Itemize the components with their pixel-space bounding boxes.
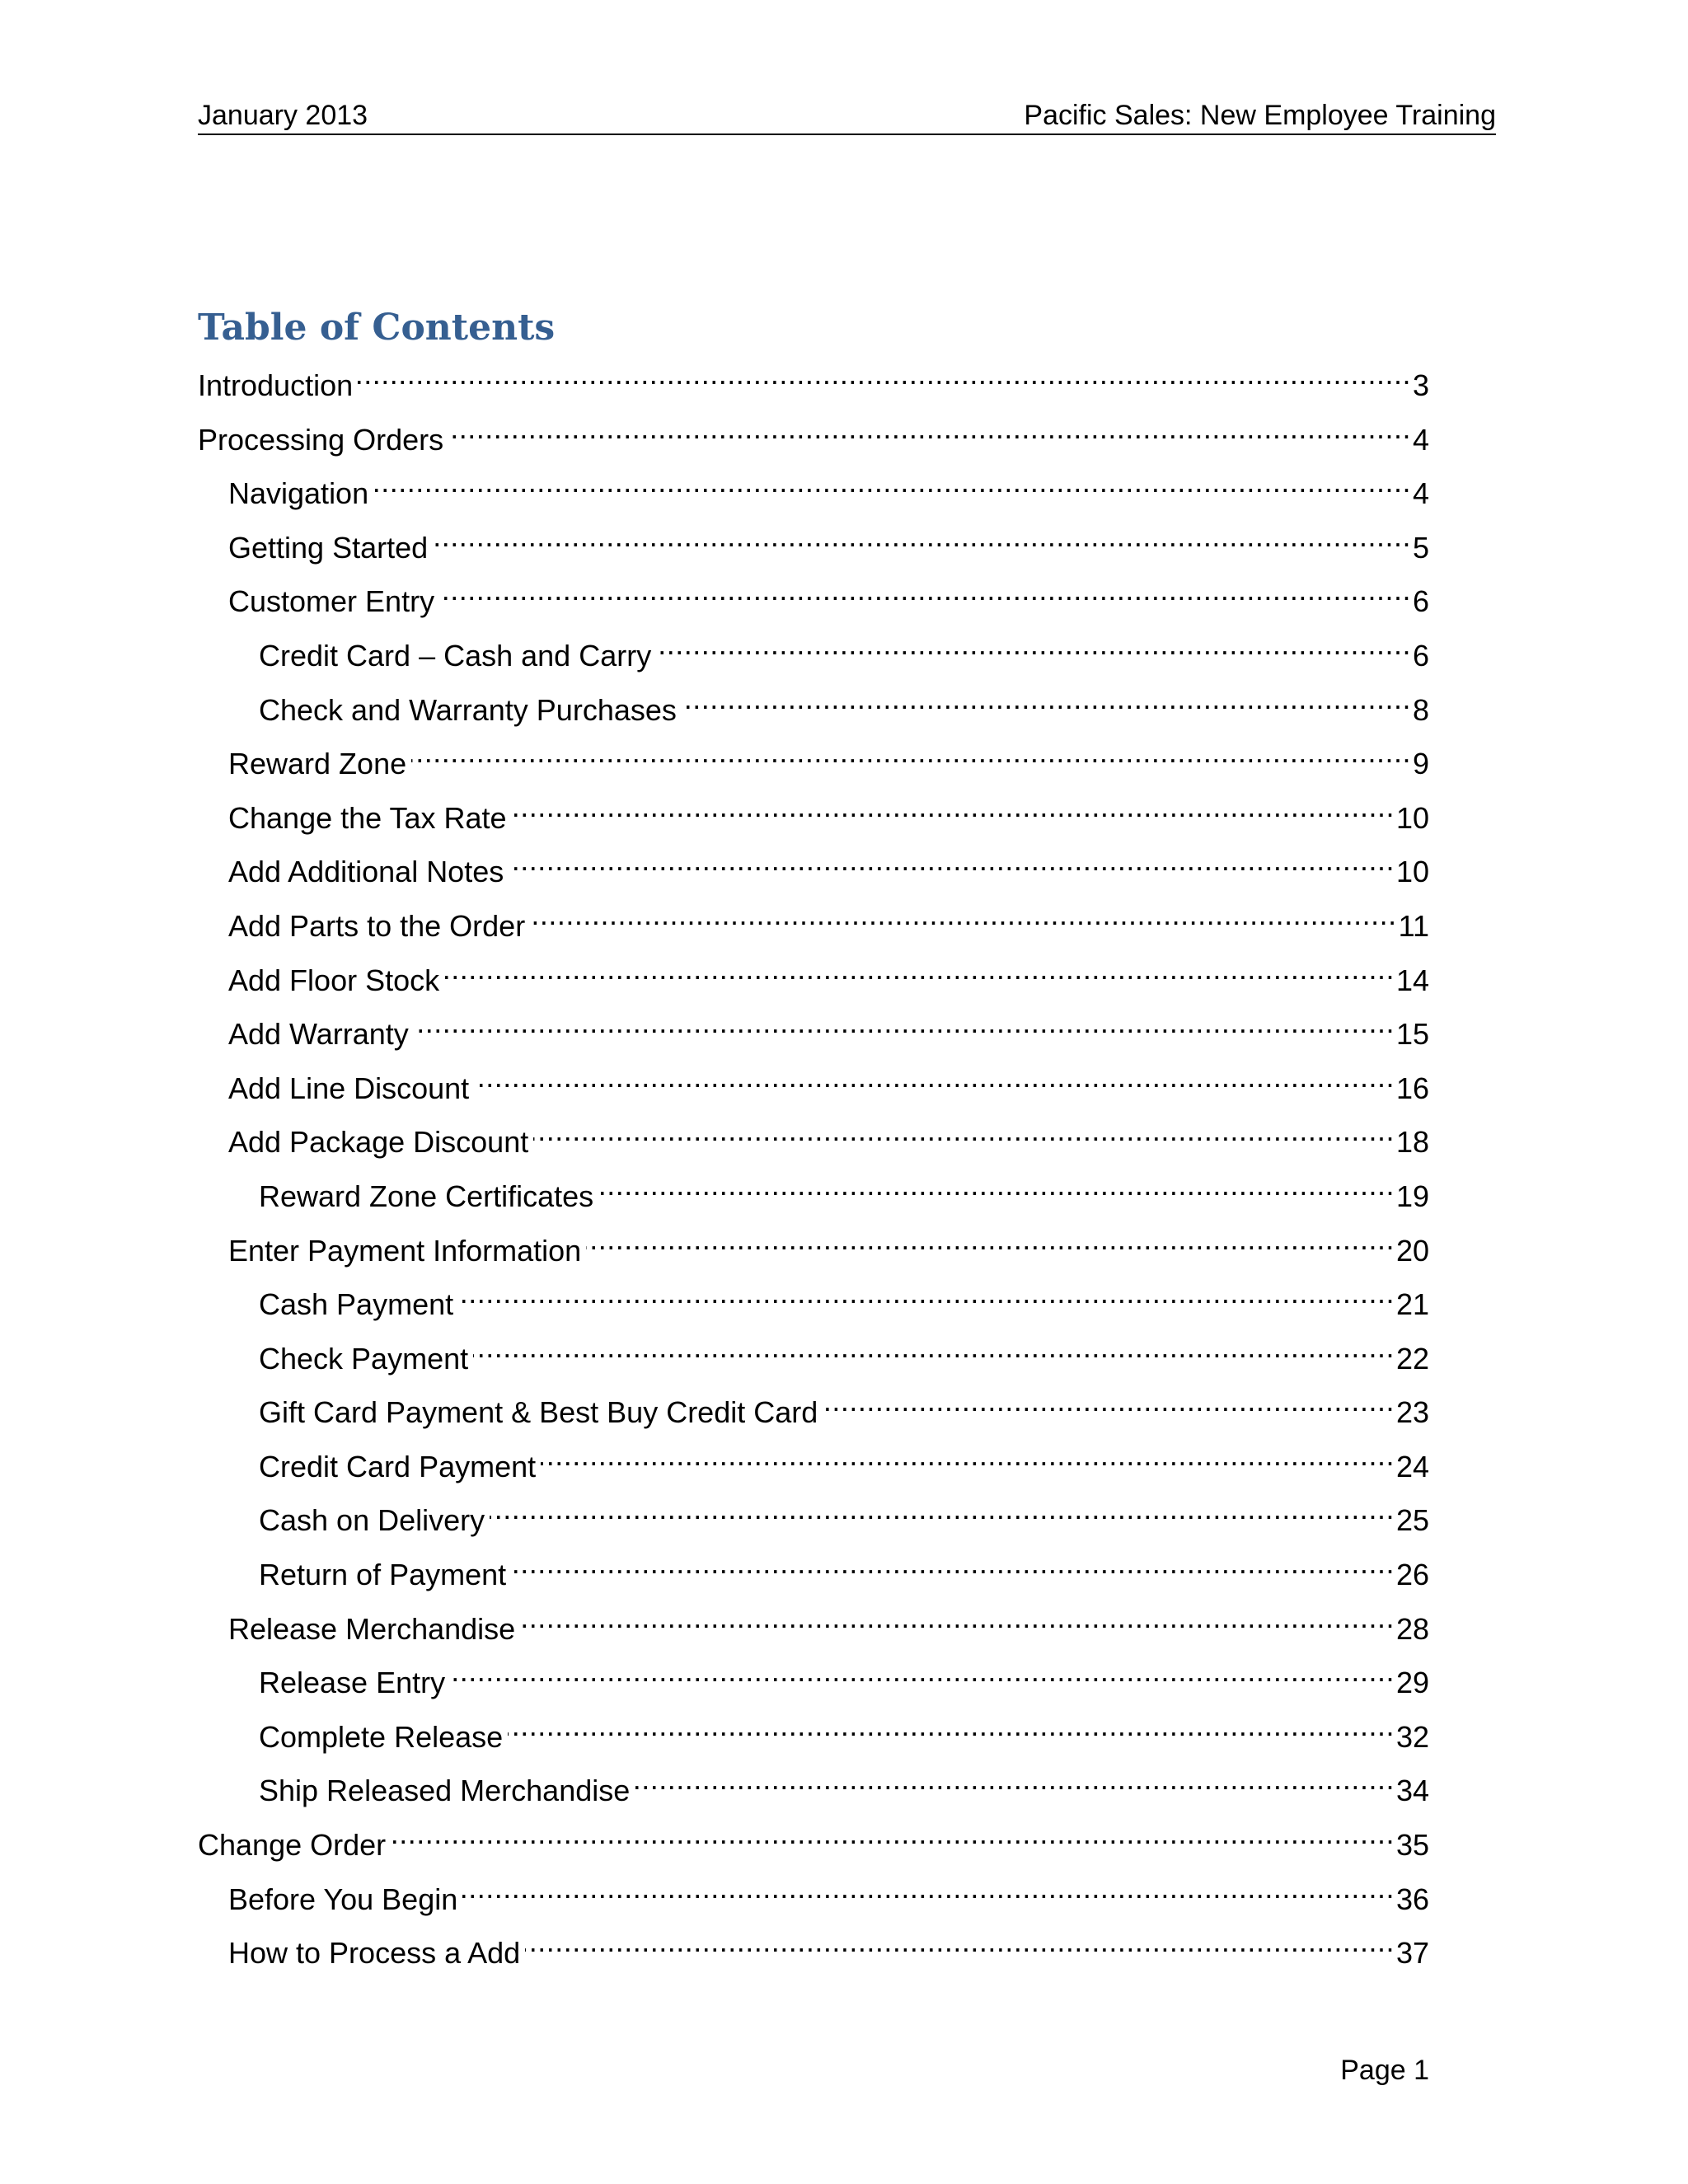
toc-entry-page-number: 26 — [1395, 1558, 1429, 1592]
toc-entry[interactable] — [198, 1218, 1429, 1272]
toc-entry-page-number: 34 — [1395, 1774, 1429, 1808]
toc-entry[interactable] — [198, 1434, 1429, 1488]
toc-dot-leader — [391, 1812, 1395, 1855]
toc-entry-label: Credit Card – Cash and Carry — [259, 638, 652, 673]
toc-entry-page-number: 3 — [1412, 368, 1429, 402]
toc-entry[interactable] — [198, 1542, 1429, 1596]
toc-entry[interactable] — [198, 1272, 1429, 1326]
toc-entry-label: Check Payment — [259, 1341, 469, 1376]
toc-entry-label: How to Process a Add — [228, 1936, 521, 1971]
toc-entry[interactable] — [198, 1488, 1429, 1542]
toc-entry[interactable] — [198, 1164, 1429, 1218]
toc-dot-leader — [520, 1596, 1395, 1639]
toc-entry-label: Gift Card Payment & Best Buy Credit Card — [259, 1395, 818, 1430]
toc-dot-leader — [444, 948, 1395, 991]
toc-entry[interactable] — [198, 731, 1429, 785]
toc-entry-label: Add Line Discount — [228, 1071, 470, 1105]
toc-entry[interactable] — [198, 677, 1429, 732]
toc-entry-label: Add Warranty — [228, 1017, 409, 1052]
toc-entry-label: Change the Tax Rate — [228, 800, 507, 835]
toc-entry[interactable] — [198, 948, 1429, 1002]
toc-entry-page-number: 5 — [1412, 530, 1429, 565]
toc-dot-leader — [635, 1758, 1395, 1801]
toc-entry-page-number: 9 — [1412, 747, 1429, 781]
toc-entry-label: Add Parts to the Order — [228, 908, 526, 943]
toc-dot-leader — [586, 1218, 1395, 1261]
toc-entry[interactable] — [198, 1056, 1429, 1110]
toc-entry-label: Reward Zone — [228, 747, 407, 781]
toc-entry-page-number: 35 — [1395, 1828, 1429, 1863]
toc-dot-leader — [373, 461, 1411, 504]
toc-entry-page-number: 23 — [1395, 1395, 1429, 1430]
toc-dot-leader — [462, 1867, 1395, 1910]
toc-entry-page-number: 10 — [1395, 800, 1429, 835]
toc-entry[interactable] — [198, 1758, 1429, 1812]
toc-entry-label: Before You Begin — [228, 1882, 458, 1916]
toc-entry-label: Getting Started — [228, 530, 429, 565]
toc-dot-leader — [656, 623, 1411, 666]
toc-dot-leader — [411, 731, 1411, 774]
toc-entry[interactable] — [198, 1812, 1429, 1867]
toc-entry[interactable] — [198, 1920, 1429, 1975]
toc-entry[interactable] — [198, 623, 1429, 677]
toc-dot-leader — [682, 677, 1411, 720]
toc-entry-page-number: 28 — [1395, 1611, 1429, 1646]
toc-dot-leader — [448, 407, 1411, 450]
toc-entry-page-number: 6 — [1412, 584, 1429, 619]
toc-entry[interactable] — [198, 1704, 1429, 1759]
toc-entry-label: Release Merchandise — [228, 1611, 516, 1646]
toc-entry-page-number: 4 — [1412, 476, 1429, 511]
toc-entry-label: Cash on Delivery — [259, 1503, 485, 1538]
toc-entry[interactable] — [198, 461, 1429, 515]
toc-entry-page-number: 10 — [1395, 855, 1429, 889]
toc-entry-page-number: 25 — [1395, 1503, 1429, 1538]
toc-dot-leader — [473, 1326, 1395, 1369]
toc-title: Table of Contents — [198, 307, 556, 349]
toc-entry-page-number: 36 — [1395, 1882, 1429, 1916]
toc-entry-page-number: 19 — [1395, 1179, 1429, 1213]
toc-entry[interactable] — [198, 893, 1429, 948]
toc-dot-leader — [530, 893, 1396, 936]
toc-entry-page-number: 24 — [1395, 1449, 1429, 1483]
page-header — [198, 97, 1496, 135]
toc-entry-page-number: 8 — [1412, 692, 1429, 727]
toc-dot-leader — [525, 1920, 1395, 1963]
toc-entry[interactable] — [198, 407, 1429, 462]
toc-dot-leader — [511, 1542, 1395, 1585]
toc-entry-label: Credit Card Payment — [259, 1449, 537, 1483]
toc-entry-label: Introduction — [198, 368, 354, 402]
toc-dot-leader — [823, 1380, 1395, 1422]
toc-dot-leader — [508, 1704, 1395, 1747]
toc-entry-page-number: 32 — [1395, 1719, 1429, 1754]
header-document-title: Pacific Sales: New Employee Training — [1024, 100, 1496, 131]
toc-entry-label: Add Floor Stock — [228, 963, 440, 997]
toc-entry-page-number: 11 — [1398, 908, 1429, 943]
toc-dot-leader — [439, 569, 1411, 612]
toc-entry[interactable] — [198, 1596, 1429, 1651]
toc-dot-leader — [414, 1001, 1395, 1044]
toc-entry-label: Reward Zone Certificates — [259, 1179, 594, 1213]
toc-entry-page-number: 14 — [1395, 963, 1429, 997]
toc-entry-label: Check and Warranty Purchases — [259, 692, 677, 727]
toc-dot-leader — [490, 1488, 1395, 1530]
toc-entry-label: Add Package Discount — [228, 1125, 529, 1160]
page-number: Page 1 — [1340, 2055, 1429, 2086]
toc-entry-page-number: 37 — [1395, 1936, 1429, 1971]
toc-entry-page-number: 20 — [1395, 1233, 1429, 1268]
toc-entry-page-number: 16 — [1395, 1071, 1429, 1105]
toc-entry-page-number: 22 — [1395, 1341, 1429, 1376]
toc-dot-leader — [450, 1650, 1395, 1693]
toc-dot-leader — [541, 1434, 1395, 1477]
header-date: January 2013 — [198, 100, 368, 131]
toc-entry-label: Navigation — [228, 476, 369, 511]
toc-entry[interactable] — [198, 569, 1429, 623]
toc-dot-leader — [533, 1109, 1395, 1152]
toc-entry-label: Release Entry — [259, 1666, 446, 1700]
toc-entry[interactable] — [198, 1326, 1429, 1380]
toc-entry[interactable] — [198, 353, 1429, 407]
toc-dot-leader — [458, 1272, 1395, 1315]
toc-entry[interactable] — [198, 1650, 1429, 1704]
table-of-contents — [198, 353, 1429, 1975]
toc-dot-leader — [433, 515, 1411, 558]
toc-entry-label: Cash Payment — [259, 1287, 454, 1322]
toc-dot-leader — [358, 353, 1411, 396]
toc-entry[interactable] — [198, 839, 1429, 893]
toc-entry-label: Ship Released Merchandise — [259, 1774, 631, 1808]
toc-entry[interactable] — [198, 1867, 1429, 1921]
toc-entry-page-number: 21 — [1395, 1287, 1429, 1322]
toc-entry-label: Change Order — [198, 1828, 387, 1863]
toc-entry[interactable] — [198, 785, 1429, 840]
toc-entry[interactable] — [198, 515, 1429, 569]
toc-entry-page-number: 29 — [1395, 1666, 1429, 1700]
toc-entry-label: Return of Payment — [259, 1558, 507, 1592]
toc-entry-page-number: 6 — [1412, 638, 1429, 673]
toc-entry-page-number: 4 — [1412, 422, 1429, 457]
toc-entry[interactable] — [198, 1001, 1429, 1056]
toc-entry-label: Enter Payment Information — [228, 1233, 582, 1268]
toc-entry-label: Add Additional Notes — [228, 855, 504, 889]
toc-dot-leader — [474, 1056, 1395, 1099]
toc-entry-label: Processing Orders — [198, 422, 444, 457]
toc-entry-page-number: 18 — [1395, 1125, 1429, 1160]
toc-entry-label: Customer Entry — [228, 584, 435, 619]
toc-entry[interactable] — [198, 1109, 1429, 1164]
toc-dot-leader — [512, 785, 1395, 828]
toc-entry-label: Complete Release — [259, 1719, 504, 1754]
toc-entry[interactable] — [198, 1380, 1429, 1434]
toc-dot-leader — [598, 1164, 1395, 1207]
toc-dot-leader — [509, 839, 1395, 882]
toc-entry-page-number: 15 — [1395, 1017, 1429, 1052]
